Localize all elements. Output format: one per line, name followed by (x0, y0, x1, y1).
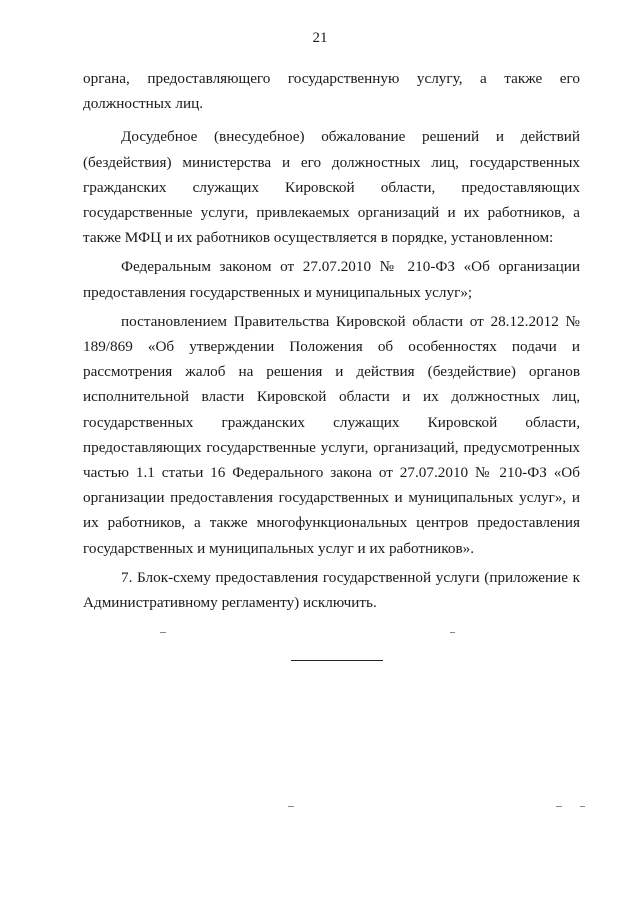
paragraph-federal-law: Федеральным законом от 27.07.2010 № 210-ФЗ «Об организации предоставления государственных и муниципальных услуг»; (83, 258, 580, 301)
end-divider (291, 660, 383, 661)
scan-speck (450, 632, 455, 633)
body-text (83, 66, 580, 615)
paragraph-continuation: органа, предоставляющего государственную услугу, а также его должностных лиц. (83, 70, 580, 113)
paragraph-item-7: 7. Блок-схему предоставления государственной услуги (приложение к Административному регламенту) исключить. (83, 568, 580, 612)
paragraph-appeal: Досудебное (внесудебное) обжалование решений и действий (бездействия) министерства и его должностных лиц, государственных гражданских служащих Кировской области, предоставляющих государственные услуги, привлекаемых организаций и их работников, а также МФЦ и их работников осуществляется в порядке, установленном: (83, 128, 580, 247)
paragraph-resolution: постановлением Правительства Кировской области от 28.12.2012 № 189/869 «Об утверждении Положения об особенностях подачи и рассмотрения жалоб на решения и действия (бездействие) органов исполнительной власти Кировской области и их должностных лиц, государственных гражданских служащих Кировской области, предоставляющих государственные услуги, организаций, предусмотренных частью 1.1 статьи 16 Федерального закона от 27.07.2010 № 210-ФЗ «Об организации предоставления государственных и муниципальных услуг», и их работников, а также многофункциональных центров предоставления государственных и муниципальных услуг и их работников». (83, 312, 580, 557)
scan-speck (580, 806, 585, 807)
scan-speck (288, 806, 294, 807)
scan-speck (160, 632, 166, 633)
scan-speck (556, 806, 562, 807)
page-number: 21 (312, 30, 328, 46)
